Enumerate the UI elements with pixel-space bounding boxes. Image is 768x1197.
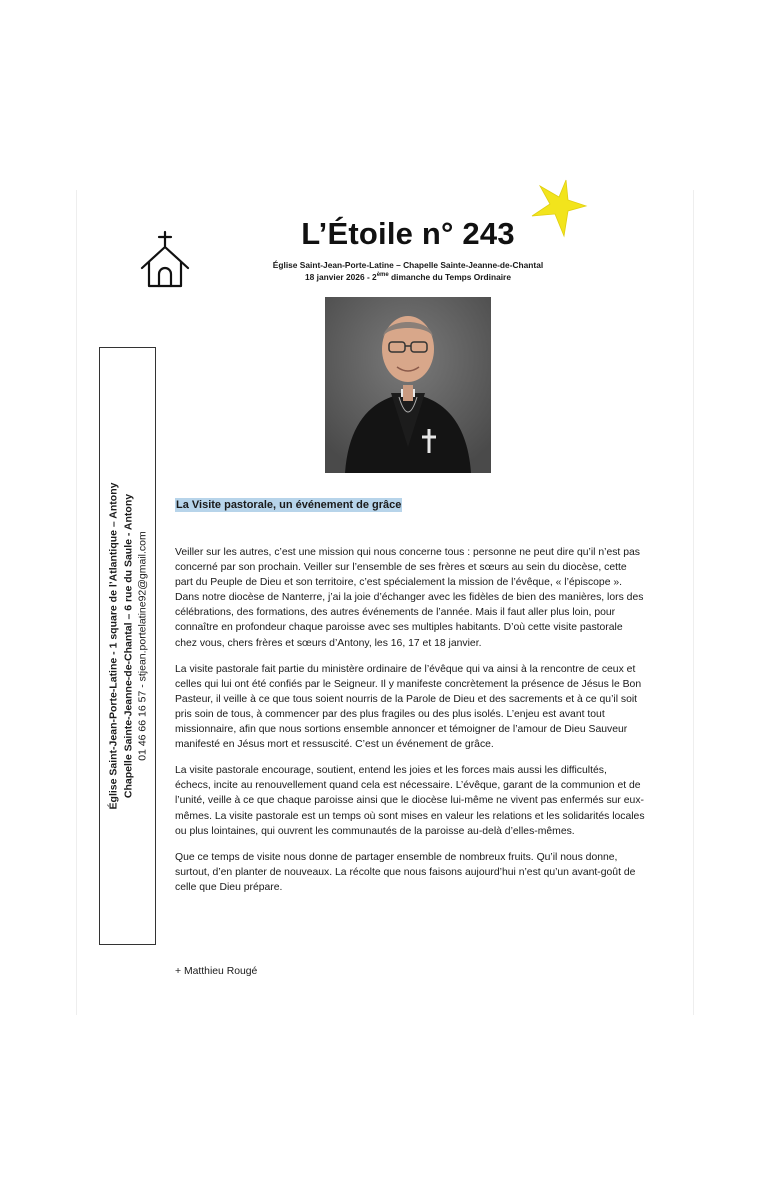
article-paragraph: La visite pastorale fait partie du ministère ordinaire de l’évêque qui va ainsi à la rencontre de ceux et celles qui lui ont été confiés par le Seigneur. Il y manifeste concrètement la présence de Jésus le Bon Pasteur, il veille à ce que tous soient nourris de la Parole de Dieu et des sacrements et à ce qu’il soit pris soin de tous, à commencer par des plus fragiles ou des plus isolés. L’enjeu est avant tout missionnaire, afin que nous sortions ensemble annoncer et témoigner de l’amour de Dieu Sauveur manifesté en Jésus mort et ressuscité. C’est un événement de grâce. [175, 663, 642, 751]
article-signature: + Matthieu Rougé [175, 966, 258, 977]
date-superscript: ème [376, 272, 389, 279]
sidebar-chapel-address: Chapelle Sainte-Jeanne-de-Chantal – 6 rue du Saule - Antony [121, 493, 134, 799]
newsletter-subtitle-parish: Église Saint-Jean-Porte-Latine – Chapelle Sainte-Jeanne-de-Chantal [272, 260, 544, 270]
article-paragraph: Veiller sur les autres, c’est une mission qui nous concerne tous : personne ne peut dire qu’il n’est pas concerné par son prochain. Veiller sur l’ensemble de ses frères et sœurs au sein du diocèse, cette part du Peuple de Dieu et son territoire, c’est spécialement la mission de l’évêque, « l’épiscope ». Dans notre diocèse de Nanterre, j’ai la joie d’échanger avec les fidèles de bien des manières, lors des célébrations, des formations, des autres événements de l’année. Mais il faut aller plus loin, pour connaître en profondeur chaque paroisse avec ses multiples habitants. D’où cette visite pastorale chez vous, chers frères et sœurs d’Antony, les 16, 17 et 18 janvier. [175, 547, 644, 649]
article-paragraph: La visite pastorale encourage, soutient, entend les joies et les forces mais aussi les difficultés, échecs, incite au renouvellement quand cela est nécessaire. L’évêque, garant de la communion et de l’unité, veille à ce que chaque paroisse ainsi que le diocèse lui-même ne vivent pas enfermés sur eux-mêmes. La visite pastorale est un temps où sont mises en valeur les relations et les solidarités locales ou plus lointaines, qui ouvrent les communautés de la paroisse au-delà d’elles-mêmes. [175, 765, 645, 837]
sidebar-phone-email: 01 46 66 16 57 - stjean.portelatine92@gmail.com [136, 531, 149, 761]
sidebar-contact-text [106, 346, 150, 946]
article-heading: La Visite pastorale, un événement de grâce [176, 499, 402, 511]
date-text: 18 janvier 2026 - 2 [305, 272, 377, 282]
article-body [175, 545, 645, 906]
bishop-portrait-photo [325, 297, 491, 473]
sidebar-church-address: Église Saint-Jean-Porte-Latine - 1 square de l’Atlantique – Antony [107, 482, 120, 810]
article-paragraph: Que ce temps de visite nous donne de partager ensemble de nombreux fruits. Qu’il nous donne, surtout, d’en planter de nouveaux. La récolte que nous faisons aujourd’hui n’est qu’un avant-goût de celle que Dieu prépare. [175, 851, 636, 893]
date-rest: dimanche du Temps Ordinaire [388, 272, 511, 282]
church-icon [138, 230, 192, 290]
newsletter-subtitle-date [230, 272, 586, 282]
newsletter-title: L’Étoile n° 243 [301, 216, 515, 251]
